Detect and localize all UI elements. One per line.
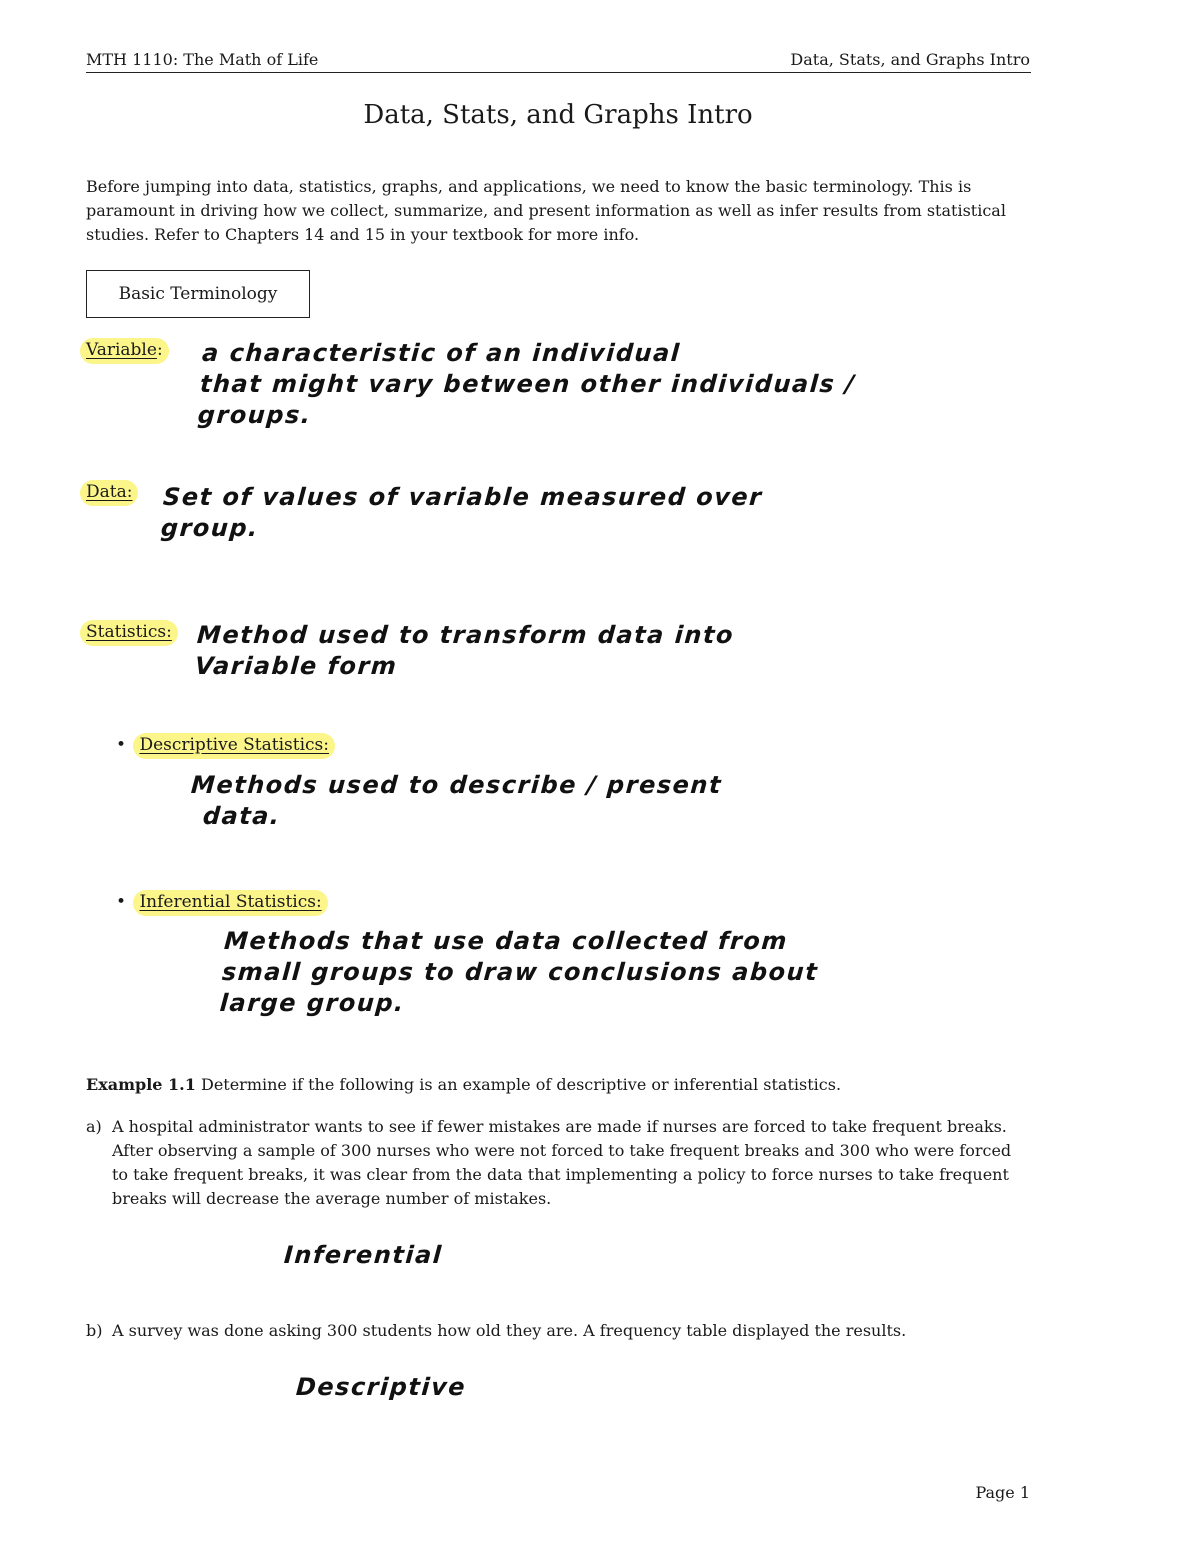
- handwritten-answer-a: Inferential: [283, 1241, 444, 1269]
- bullet-dot: •: [116, 735, 127, 755]
- item-text: A survey was done asking 300 students how old they are. A frequency table displayed the results.: [112, 1321, 907, 1340]
- handwritten-line: groups.: [196, 401, 313, 429]
- page-title: Data, Stats, and Graphs Intro: [363, 100, 753, 130]
- term-data: [86, 482, 138, 502]
- bullet-inferential: [116, 892, 328, 912]
- handwritten-statistics: [194, 620, 735, 682]
- bullet-dot: •: [116, 892, 127, 912]
- example-prompt: Determine if the following is an example of descriptive or inferential statistics.: [200, 1075, 842, 1094]
- handwritten-variable: [197, 338, 859, 431]
- handwritten-line: group.: [159, 514, 260, 542]
- page-number: Page 1: [975, 1483, 1030, 1502]
- example-heading: [86, 1075, 841, 1094]
- handwritten-line: a characteristic of an individual: [201, 339, 682, 367]
- example-number: Example 1.1: [86, 1075, 196, 1094]
- term-variable-label: Variable: [86, 340, 157, 360]
- example-item-a: [86, 1115, 1031, 1211]
- section-box-label: Basic Terminology: [118, 284, 278, 304]
- handwritten-line: that might vary between other individuals /: [199, 370, 857, 398]
- term-descriptive-label: Descriptive Statistics:: [139, 735, 330, 755]
- handwritten-line: Set of values of variable measured over: [162, 483, 764, 511]
- term-variable-colon: :: [156, 340, 163, 360]
- handwritten-line: Variable form: [193, 652, 399, 680]
- handwritten-line: data.: [201, 802, 282, 830]
- handwritten-line: Method used to transform data into: [196, 621, 736, 649]
- example-item-b: [86, 1319, 1031, 1343]
- header-course: MTH 1110: The Math of Life: [86, 50, 319, 69]
- term-statistics: [86, 622, 178, 642]
- item-text: A hospital administrator wants to see if fewer mistakes are made if nurses are forced to take frequent breaks. After observing a sample of 300 nurses who were not forced to take frequent breaks and 300 who were forced to take frequent breaks, it was clear from the data that implementing a policy to force nurses to take frequent breaks will decrease the average number of mistakes.: [112, 1117, 1012, 1208]
- handwritten-descriptive: [188, 770, 723, 832]
- bullet-descriptive: [116, 735, 335, 755]
- term-variable: [86, 340, 169, 360]
- header-rule: [86, 72, 1031, 73]
- section-box: [86, 270, 310, 318]
- handwritten-answer-b: Descriptive: [295, 1373, 468, 1401]
- intro-paragraph: Before jumping into data, statistics, graphs, and applications, we need to know the basic terminology. This is paramount in driving how we collect, summarize, and present information as well as infer results from statistical studies. Refer to Chapters 14 and 15 in your textbook for more info.: [86, 177, 1006, 244]
- handwritten-line: large group.: [218, 989, 406, 1017]
- handwritten-line: Methods used to describe / present: [190, 771, 724, 799]
- item-label: a): [86, 1117, 102, 1136]
- term-statistics-label: Statistics:: [86, 622, 172, 642]
- item-label: b): [86, 1321, 103, 1340]
- header-topic: Data, Stats, and Graphs Intro: [790, 50, 1030, 69]
- term-inferential-label: Inferential Statistics:: [139, 892, 322, 912]
- term-data-label: Data:: [86, 482, 133, 502]
- handwritten-inferential: [219, 926, 822, 1019]
- handwritten-data: [160, 482, 764, 544]
- handwritten-line: small groups to draw conclusions about: [221, 958, 820, 986]
- handwritten-line: Methods that use data collected from: [223, 927, 789, 955]
